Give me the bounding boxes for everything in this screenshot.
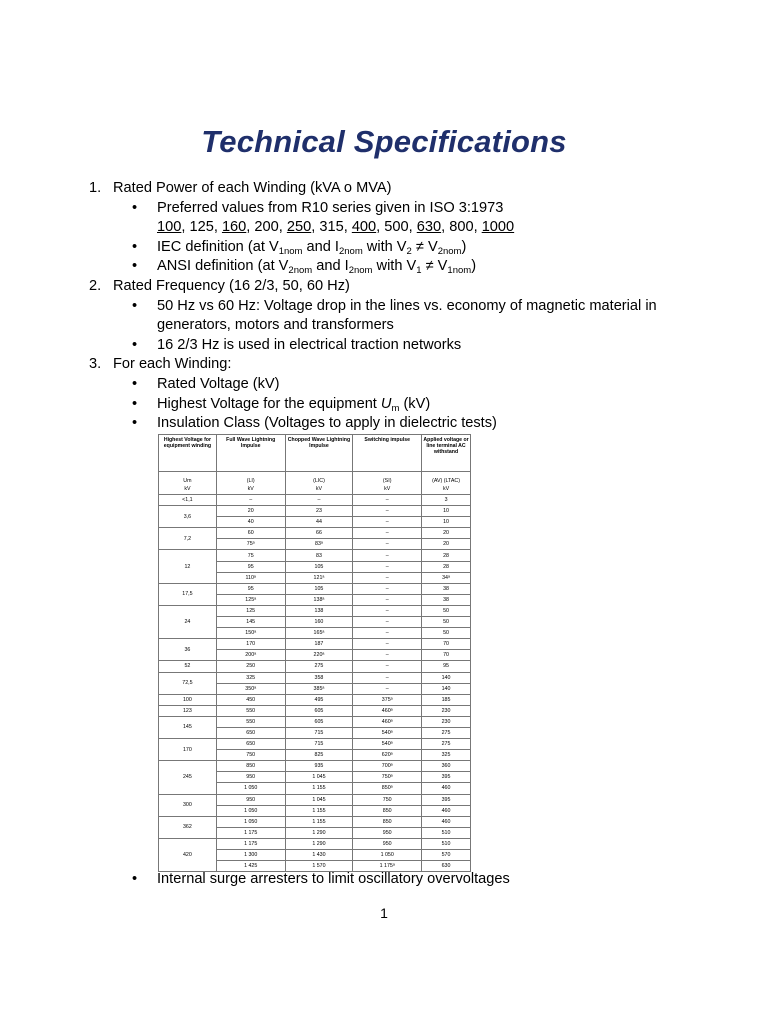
list-number: 1. xyxy=(89,180,102,196)
table-cell: 275 xyxy=(285,661,353,672)
table-body xyxy=(159,495,471,872)
table-cell: 1 155 xyxy=(285,783,353,794)
table-cell: 385ᵃ xyxy=(285,683,353,694)
list-number: 3. xyxy=(89,356,102,373)
bullet-text: Internal surge arresters to limit oscillatory overvoltages xyxy=(157,871,510,887)
table-row xyxy=(159,495,471,506)
table-cell: 138ᵃ xyxy=(285,594,353,605)
table-cell: 1 155 xyxy=(285,805,353,816)
highest-voltage-cell: 12 xyxy=(159,550,217,583)
table-cell: 360 xyxy=(422,761,471,772)
table-cell: 950 xyxy=(216,794,285,805)
table-cell: 105 xyxy=(285,583,353,594)
page-title: Technical Specifications xyxy=(201,124,567,159)
table-row xyxy=(159,661,471,672)
table-cell: 145 xyxy=(216,617,285,628)
highest-voltage-cell: <1,1 xyxy=(159,495,217,506)
table-cell: 750ᵃ xyxy=(353,772,422,783)
table-cell: – xyxy=(353,572,422,583)
symbol-cell: (LI) xyxy=(216,472,285,485)
table-cell: 850ᵃ xyxy=(353,783,422,794)
table-cell: 460ᵃ xyxy=(353,716,422,727)
table-row xyxy=(159,761,471,772)
table-cell: 75ᵃ xyxy=(216,539,285,550)
table-cell: 700ᵃ xyxy=(353,761,422,772)
table-cell: 50 xyxy=(422,617,471,628)
table-cell: 510 xyxy=(422,838,471,849)
table-cell: 935 xyxy=(285,761,353,772)
table-row xyxy=(159,716,471,727)
table-cell: 850 xyxy=(353,816,422,827)
table-cell: 1 175ᵃ xyxy=(353,861,422,872)
table-cell: 28 xyxy=(422,561,471,572)
table-cell: 40 xyxy=(216,517,285,528)
table-cell: 83 xyxy=(285,550,353,561)
subscript: 2 xyxy=(406,245,412,257)
subscript: 2nom xyxy=(338,245,363,257)
table-cell: – xyxy=(353,539,422,550)
table-cell: 650 xyxy=(216,739,285,750)
table-cell: – xyxy=(353,495,422,506)
table-cell: 95 xyxy=(216,583,285,594)
r10-value: 400 xyxy=(351,219,377,236)
table-cell: – xyxy=(353,639,422,650)
table-cell: 1 045 xyxy=(285,772,353,783)
table-cell: – xyxy=(353,550,422,561)
table-cell: 38 xyxy=(422,594,471,605)
table-cell: 1 425 xyxy=(216,861,285,872)
unit-cell: kV xyxy=(422,484,471,495)
r10-values: 100, 125, 160, 200, 250, 315, 400, 500, 630, 800, 1000 xyxy=(157,219,515,236)
highest-voltage-cell: 3,6 xyxy=(159,506,217,528)
table-cell: 60 xyxy=(216,528,285,539)
table-cell: 715 xyxy=(285,727,353,738)
header-switching-impulse: Switching impulse xyxy=(353,435,422,472)
bullet-glyph: • xyxy=(132,258,138,275)
bullet-text xyxy=(133,238,709,258)
r10-value: 125 xyxy=(189,219,214,236)
highest-voltage-cell: 52 xyxy=(159,661,217,672)
list-number: 2. xyxy=(89,277,102,294)
text-run: and I xyxy=(312,258,349,275)
header-highest-voltage: Highest Voltage for equipment winding xyxy=(159,435,217,472)
r10-value: 200 xyxy=(254,219,279,236)
symbol-um: U xyxy=(380,395,392,412)
list-item-text: Rated Power of each Winding (kVA o MVA) xyxy=(113,180,392,196)
highest-voltage-cell: 17,5 xyxy=(159,583,217,605)
bullet-surge-arresters xyxy=(89,870,709,890)
table-cell: 395 xyxy=(422,794,471,805)
table-cell: 495 xyxy=(285,694,353,705)
subscript: 1nom xyxy=(278,245,303,257)
table-cell: 550 xyxy=(216,705,285,716)
header-full-wave: Full Wave Lightning Impulse xyxy=(216,435,285,472)
table-cell: 850 xyxy=(353,805,422,816)
subscript: 1nom xyxy=(447,265,472,277)
table-cell: 325 xyxy=(422,750,471,761)
spec-outline xyxy=(89,179,709,434)
table-cell: – xyxy=(353,683,422,694)
table-cell: 450 xyxy=(216,694,285,705)
highest-voltage-cell: 300 xyxy=(159,794,217,816)
table-cell: 1 050 xyxy=(216,783,285,794)
table-cell: 605 xyxy=(285,716,353,727)
r10-value: 160 xyxy=(221,219,247,236)
bullet-text: 50 Hz vs 60 Hz: Voltage drop in the lines vs. economy of magnetic material in generators, motors and transformers xyxy=(157,297,657,334)
table-cell: 1 300 xyxy=(216,850,285,861)
table-cell: 140 xyxy=(422,683,471,694)
table-cell: 23 xyxy=(285,506,353,517)
text-run: and I xyxy=(302,238,339,255)
bullet-frequency-compare xyxy=(89,297,709,336)
text-run: ANSI definition (at V xyxy=(157,258,289,275)
table-cell: 170 xyxy=(216,639,285,650)
table-cell: 70 xyxy=(422,639,471,650)
table-cell: 1 050 xyxy=(353,850,422,861)
table-cell: 20 xyxy=(216,506,285,517)
table-cell: 460 xyxy=(422,805,471,816)
table-cell: 1 175 xyxy=(216,827,285,838)
r10-value: 1000 xyxy=(481,219,515,236)
table-cell: 75 xyxy=(216,550,285,561)
table-cell: – xyxy=(353,605,422,616)
table-cell: 550 xyxy=(216,716,285,727)
table-cell: 70 xyxy=(422,650,471,661)
bullet-glyph: • xyxy=(132,297,138,314)
table-cell: 1 290 xyxy=(285,827,353,838)
text-run: Highest Voltage for the equipment xyxy=(157,395,381,412)
text-run: ≠ V xyxy=(421,258,448,275)
highest-voltage-cell: 36 xyxy=(159,639,217,661)
table-row xyxy=(159,550,471,561)
header-chopped-wave: Chopped Wave Lightning Impulse xyxy=(285,435,353,472)
table-cell: – xyxy=(353,661,422,672)
table-cell: 650 xyxy=(216,727,285,738)
table-cell: 110ᵃ xyxy=(216,572,285,583)
table-cell: 715 xyxy=(285,739,353,750)
list-item-each-winding xyxy=(89,355,709,375)
bullet-glyph: • xyxy=(132,238,138,255)
table-row xyxy=(159,816,471,827)
table-cell: – xyxy=(353,628,422,639)
table-cell: 275 xyxy=(422,739,471,750)
table-cell: – xyxy=(353,528,422,539)
table-cell: – xyxy=(285,495,353,506)
table-row xyxy=(159,583,471,594)
table-cell: 28 xyxy=(422,550,471,561)
subscript: 2nom xyxy=(288,265,313,277)
table-cell: 750 xyxy=(216,750,285,761)
bullet-glyph: • xyxy=(132,336,138,353)
table-cell: 950 xyxy=(353,827,422,838)
table-cell: 570 xyxy=(422,850,471,861)
table-cell: 38 xyxy=(422,583,471,594)
table-cell: 1 045 xyxy=(285,794,353,805)
table-cell: 605 xyxy=(285,705,353,716)
table-cell: 350ᵃ xyxy=(216,683,285,694)
table-cell: 620ᵃ xyxy=(353,750,422,761)
highest-voltage-cell: 362 xyxy=(159,816,217,838)
table-row xyxy=(159,838,471,849)
table-cell: 1 155 xyxy=(285,816,353,827)
r10-value: 500 xyxy=(384,219,409,236)
r10-value: 100 xyxy=(157,219,182,236)
table-cell: 540ᵃ xyxy=(353,727,422,738)
unit-cell: kV xyxy=(353,484,422,495)
symbol-cell: (LIC) xyxy=(285,472,353,485)
unit-cell: kV xyxy=(285,484,353,495)
bullet-iec xyxy=(89,238,709,258)
list-item-text: For each Winding: xyxy=(113,356,232,373)
table-cell: 160 xyxy=(285,617,353,628)
highest-voltage-cell: 72,5 xyxy=(159,672,217,694)
insulation-levels-table xyxy=(158,434,471,872)
highest-voltage-cell: 7,2 xyxy=(159,528,217,550)
list-item-rated-frequency xyxy=(89,277,709,297)
table-row xyxy=(159,694,471,705)
table-cell: 187 xyxy=(285,639,353,650)
table-cell: – xyxy=(353,517,422,528)
table-cell: 1 290 xyxy=(285,838,353,849)
highest-voltage-cell: 170 xyxy=(159,739,217,761)
bullet-text: Insulation Class (Voltages to apply in dielectric tests) xyxy=(157,415,497,432)
table-cell: 375ᵃ xyxy=(353,694,422,705)
table-cell: 275 xyxy=(422,727,471,738)
r10-value: 800 xyxy=(449,219,474,236)
highest-voltage-cell: 24 xyxy=(159,605,217,638)
text-run: with V xyxy=(372,258,417,275)
table-cell: 20 xyxy=(422,528,471,539)
table-cell: 138 xyxy=(285,605,353,616)
table-cell: 10 xyxy=(422,517,471,528)
table-cell: 125ᵃ xyxy=(216,594,285,605)
bullet-insulation-class xyxy=(89,414,709,434)
table-cell: – xyxy=(353,561,422,572)
unit-cell: kV xyxy=(159,484,217,495)
table-cell: 460 xyxy=(422,816,471,827)
table-cell: 140 xyxy=(422,672,471,683)
table-cell: 34ᵃ xyxy=(422,572,471,583)
table-cell: 150ᵃ xyxy=(216,628,285,639)
table-cell: 50 xyxy=(422,605,471,616)
table-cell: 950 xyxy=(216,772,285,783)
table-unit-row xyxy=(159,484,471,495)
bullet-glyph: • xyxy=(132,395,138,412)
table-cell: 200ᵃ xyxy=(216,650,285,661)
table-cell: 1 430 xyxy=(285,850,353,861)
table-cell: 540ᵃ xyxy=(353,739,422,750)
bullet-text xyxy=(133,395,709,415)
table-cell: 3 xyxy=(422,495,471,506)
bullet-glyph: • xyxy=(132,199,138,216)
table-symbol-row xyxy=(159,472,471,485)
table-cell: 125 xyxy=(216,605,285,616)
table-row xyxy=(159,528,471,539)
highest-voltage-cell: 145 xyxy=(159,716,217,738)
subscript: 2nom xyxy=(348,265,373,277)
table-row xyxy=(159,605,471,616)
r10-value: 315 xyxy=(319,219,344,236)
table-cell: 165ᵃ xyxy=(285,628,353,639)
symbol-cell: Um xyxy=(159,472,217,485)
bullet-text: Rated Voltage (kV) xyxy=(157,375,280,392)
highest-voltage-cell: 420 xyxy=(159,838,217,871)
table-cell: 825 xyxy=(285,750,353,761)
table-row xyxy=(159,506,471,517)
bullet-glyph: • xyxy=(132,375,138,392)
table-header-row xyxy=(159,435,471,472)
symbol-cell: (AV) (LTAC) xyxy=(422,472,471,485)
subscript: 1 xyxy=(416,265,422,277)
table-cell: 325 xyxy=(216,672,285,683)
text-run: ) xyxy=(471,258,477,275)
table-cell: – xyxy=(353,594,422,605)
table-cell: 230 xyxy=(422,705,471,716)
header-applied-voltage: Applied voltage or line terminal AC withstand xyxy=(422,435,471,472)
table-cell: 66 xyxy=(285,528,353,539)
table-cell: 630 xyxy=(422,861,471,872)
table-cell: 83ᵃ xyxy=(285,539,353,550)
page-number: 1 xyxy=(380,905,388,921)
symbol-cell: (SI) xyxy=(353,472,422,485)
table-cell: – xyxy=(353,506,422,517)
table-cell: 50 xyxy=(422,628,471,639)
list-item-rated-power xyxy=(89,179,709,199)
text-run: ≠ V xyxy=(411,238,438,255)
bullet-text xyxy=(133,257,709,277)
table-row xyxy=(159,794,471,805)
table-cell: 185 xyxy=(422,694,471,705)
table-cell: 395 xyxy=(422,772,471,783)
unit-cell: kV xyxy=(216,484,285,495)
bullet-rated-voltage xyxy=(89,375,709,395)
table-cell: – xyxy=(353,672,422,683)
table-row xyxy=(159,672,471,683)
text-run: with V xyxy=(362,238,407,255)
table-cell: – xyxy=(353,650,422,661)
table-cell: 1 570 xyxy=(285,861,353,872)
bullet-r10 xyxy=(89,199,709,238)
table-cell: 460 xyxy=(422,783,471,794)
table-cell: – xyxy=(353,617,422,628)
subscript: 2nom xyxy=(437,245,462,257)
table-cell: 460ᵃ xyxy=(353,705,422,716)
table-cell: 10 xyxy=(422,506,471,517)
table-cell: – xyxy=(353,583,422,594)
list-item-text: Rated Frequency (16 2/3, 50, 60 Hz) xyxy=(113,277,350,294)
table-cell: 20 xyxy=(422,539,471,550)
r10-value: 250 xyxy=(286,219,312,236)
table-cell: 220ᵃ xyxy=(285,650,353,661)
bullet-glyph: • xyxy=(132,871,138,887)
highest-voltage-cell: 245 xyxy=(159,761,217,794)
table-cell: 1 050 xyxy=(216,816,285,827)
table-cell: 250 xyxy=(216,661,285,672)
table-cell: 95 xyxy=(422,661,471,672)
bullet-highest-voltage xyxy=(89,395,709,415)
table-cell: 750 xyxy=(353,794,422,805)
bullet-glyph: • xyxy=(132,415,138,432)
table-cell: – xyxy=(216,495,285,506)
table-cell: 358 xyxy=(285,672,353,683)
table-cell: 121ᵃ xyxy=(285,572,353,583)
bullet-ansi xyxy=(89,257,709,277)
bullet-text: 16 2/3 Hz is used in electrical traction networks xyxy=(157,336,462,353)
table-cell: 95 xyxy=(216,561,285,572)
highest-voltage-cell: 100 xyxy=(159,694,217,705)
table-row xyxy=(159,739,471,750)
table-cell: 230 xyxy=(422,716,471,727)
bullet-traction xyxy=(89,336,709,356)
table-cell: 950 xyxy=(353,838,422,849)
highest-voltage-cell: 123 xyxy=(159,705,217,716)
subscript: m xyxy=(391,402,400,414)
table-cell: 44 xyxy=(285,517,353,528)
table-row xyxy=(159,639,471,650)
table-row xyxy=(159,705,471,716)
text-run: (kV) xyxy=(399,395,431,412)
r10-value: 630 xyxy=(416,219,442,236)
table-cell: 1 050 xyxy=(216,805,285,816)
bullet-text: Preferred values from R10 series given in ISO 3:1973 xyxy=(157,199,504,216)
table-cell: 105 xyxy=(285,561,353,572)
text-run: ) xyxy=(461,238,467,255)
table-cell: 850 xyxy=(216,761,285,772)
table-cell: 510 xyxy=(422,827,471,838)
text-run: IEC definition (at V xyxy=(157,238,279,255)
table-cell: 1 175 xyxy=(216,838,285,849)
